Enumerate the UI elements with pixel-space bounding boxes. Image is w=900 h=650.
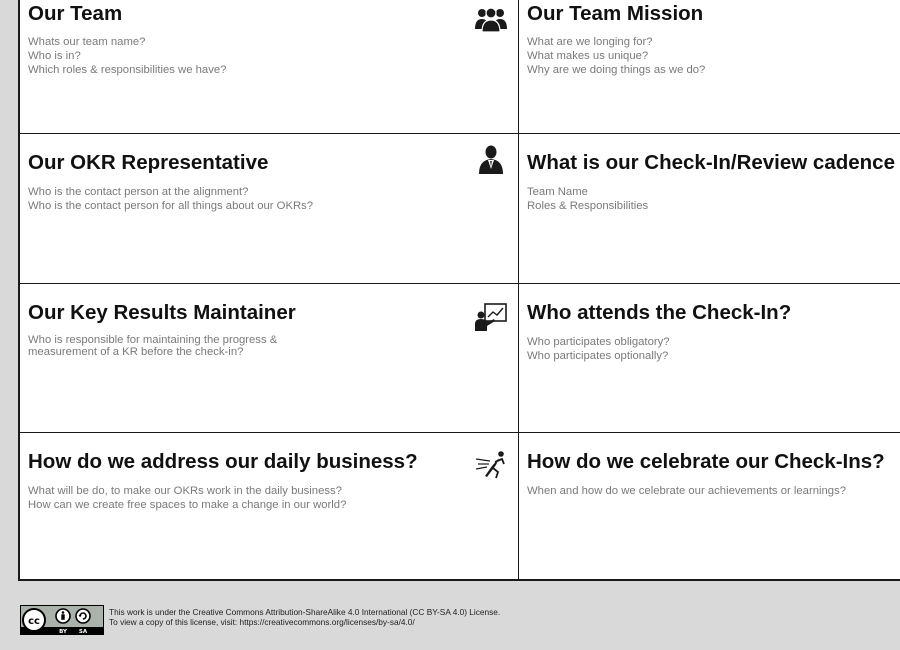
prompt-line: Who is the contact person at the alignment? bbox=[28, 186, 249, 198]
prompt-line: Who participates obligatory? bbox=[527, 336, 670, 348]
team-icon bbox=[474, 5, 508, 35]
section-prompts bbox=[28, 335, 510, 358]
section-title: What is our Check-In/Review cadence bbox=[527, 151, 895, 174]
prompt-line: Who is responsible for maintaining the progress & measurement of a KR before the check-in? bbox=[28, 334, 278, 358]
prompt-line: How can we create free spaces to make a change in our world? bbox=[28, 499, 347, 511]
prompt-line: When and how do we celebrate our achievements or learnings? bbox=[527, 485, 847, 497]
badge-cc-text: cc bbox=[28, 616, 40, 627]
representative-icon bbox=[474, 144, 508, 174]
prompt-line: Who is in? bbox=[28, 50, 81, 62]
section-prompts bbox=[527, 185, 894, 213]
license-footer bbox=[18, 605, 898, 635]
badge-sa-text: SA bbox=[78, 629, 88, 635]
section-prompts bbox=[527, 335, 894, 363]
license-link-line[interactable]: To view a copy of this license, visit: https://creativecommons.org/licenses/by-sa/4.0/ bbox=[109, 617, 415, 627]
section-prompts bbox=[527, 35, 894, 77]
daily-business-section bbox=[20, 432, 519, 579]
section-prompts bbox=[28, 484, 510, 512]
prompt-line: Who is the contact person for all things about our OKRs? bbox=[28, 200, 314, 212]
section-prompts bbox=[527, 484, 894, 498]
celebrate-checkins-section bbox=[519, 432, 900, 579]
running-person-icon bbox=[474, 449, 508, 479]
checkin-attendees-section bbox=[519, 283, 900, 432]
license-text bbox=[109, 607, 500, 627]
okr-representative-section bbox=[20, 133, 519, 283]
section-title: Our OKR Representative bbox=[28, 151, 269, 174]
prompt-line: Team Name bbox=[527, 186, 588, 198]
section-title: Our Key Results Maintainer bbox=[28, 301, 296, 324]
prompt-line: Roles & Responsibilities bbox=[527, 200, 649, 212]
section-title: Our Team Mission bbox=[527, 2, 704, 25]
key-results-maintainer-section bbox=[20, 283, 519, 432]
cc-by-sa-badge-icon[interactable] bbox=[20, 605, 104, 635]
section-prompts bbox=[28, 35, 510, 77]
section-title: How do we address our daily business? bbox=[28, 450, 418, 473]
prompt-line: What will be do, to make our OKRs work in the daily business? bbox=[28, 485, 342, 497]
license-line: This work is under the Creative Commons Attribution-ShareAlike 4.0 International (CC BY-SA 4.0) License. bbox=[109, 607, 501, 617]
badge-by-text: BY bbox=[59, 629, 67, 635]
our-team-section bbox=[20, 0, 519, 133]
section-title: Who attends the Check-In? bbox=[527, 301, 792, 324]
checkin-cadence-section bbox=[519, 133, 900, 283]
team-mission-section bbox=[519, 0, 900, 133]
prompt-line: Which roles & responsibilities we have? bbox=[28, 64, 227, 76]
prompt-line: What makes us unique? bbox=[527, 50, 649, 62]
section-title: How do we celebrate our Check-Ins? bbox=[527, 450, 885, 473]
prompt-line: Why are we doing things as we do? bbox=[527, 64, 706, 76]
presentation-icon bbox=[474, 302, 508, 332]
prompt-line: What are we longing for? bbox=[527, 36, 653, 48]
canvas-board bbox=[18, 0, 900, 581]
prompt-line: Whats our team name? bbox=[28, 36, 146, 48]
section-prompts bbox=[28, 185, 510, 213]
section-title: Our Team bbox=[28, 2, 123, 25]
prompt-line: Who participates optionally? bbox=[527, 350, 669, 362]
